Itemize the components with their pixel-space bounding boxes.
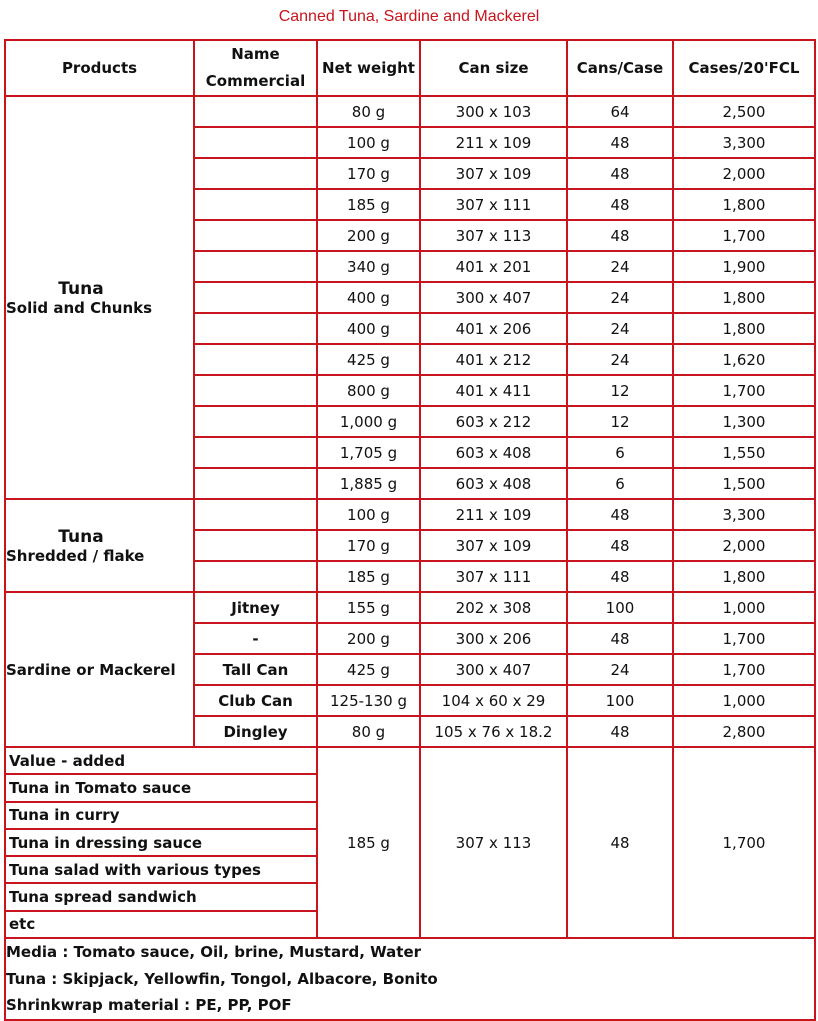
footer-media: Media : Tomato sauce, Oil, brine, Mustard, Water xyxy=(6,943,422,962)
cases-fcl-cell: 1,000 xyxy=(673,592,815,623)
header-name-line1: Name xyxy=(231,45,280,63)
commercial-name-cell: - xyxy=(194,623,317,654)
commercial-name-cell xyxy=(194,437,317,468)
can-size-cell: 202 x 308 xyxy=(420,592,567,623)
cases-fcl-cell: 1,700 xyxy=(673,654,815,685)
net-weight-cell: 185 g xyxy=(317,561,420,592)
net-weight-cell: 425 g xyxy=(317,654,420,685)
net-weight-cell: 800 g xyxy=(317,375,420,406)
group-tuna-solid xyxy=(5,96,194,499)
commercial-name-cell xyxy=(194,189,317,220)
value-added-cases: 1,700 xyxy=(673,747,815,938)
can-size-cell: 307 x 109 xyxy=(420,158,567,189)
value-added-label: Tuna spread sandwich xyxy=(5,883,317,910)
net-weight-cell: 340 g xyxy=(317,251,420,282)
can-size-cell: 300 x 103 xyxy=(420,96,567,127)
group-subtitle: Solid and Chunks xyxy=(6,298,153,317)
can-size-cell: 300 x 206 xyxy=(420,623,567,654)
can-size-cell: 300 x 407 xyxy=(420,282,567,313)
cases-fcl-cell: 1,700 xyxy=(673,623,815,654)
footer-notes xyxy=(5,938,815,1020)
net-weight-cell: 100 g xyxy=(317,499,420,530)
value-added-row xyxy=(5,747,815,774)
commercial-name-cell xyxy=(194,344,317,375)
cans-case-cell: 48 xyxy=(567,220,673,251)
commercial-name-cell xyxy=(194,375,317,406)
value-added-label: Tuna in dressing sauce xyxy=(5,829,317,856)
cases-fcl-cell: 1,800 xyxy=(673,282,815,313)
net-weight-cell: 1,705 g xyxy=(317,437,420,468)
group-sardine: Sardine or Mackerel xyxy=(5,592,194,747)
can-size-cell: 401 x 212 xyxy=(420,344,567,375)
net-weight-cell: 185 g xyxy=(317,189,420,220)
commercial-name-cell: Dingley xyxy=(194,716,317,747)
net-weight-cell: 100 g xyxy=(317,127,420,158)
cans-case-cell: 48 xyxy=(567,530,673,561)
table-row xyxy=(5,499,815,530)
group-tuna-shredded xyxy=(5,499,194,592)
can-size-cell: 307 x 109 xyxy=(420,530,567,561)
can-size-cell: 603 x 408 xyxy=(420,437,567,468)
can-size-cell: 211 x 109 xyxy=(420,127,567,158)
commercial-name-cell xyxy=(194,220,317,251)
table-row xyxy=(5,96,815,127)
group-title: Tuna xyxy=(58,278,104,299)
cans-case-cell: 24 xyxy=(567,282,673,313)
product-table xyxy=(4,39,816,1021)
can-size-cell: 401 x 206 xyxy=(420,313,567,344)
cans-case-cell: 24 xyxy=(567,313,673,344)
can-size-cell: 105 x 76 x 18.2 xyxy=(420,716,567,747)
commercial-name-cell xyxy=(194,406,317,437)
page-title: Canned Tuna, Sardine and Mackerel xyxy=(278,8,540,25)
header-can-size: Can size xyxy=(420,40,567,96)
can-size-cell: 211 x 109 xyxy=(420,499,567,530)
can-size-cell: 300 x 407 xyxy=(420,654,567,685)
value-added-label: Tuna salad with various types xyxy=(5,856,317,883)
cans-case-cell: 48 xyxy=(567,127,673,158)
cases-fcl-cell: 2,800 xyxy=(673,716,815,747)
cans-case-cell: 6 xyxy=(567,468,673,499)
cases-fcl-cell: 2,000 xyxy=(673,158,815,189)
cases-fcl-cell: 1,800 xyxy=(673,561,815,592)
commercial-name-cell xyxy=(194,158,317,189)
commercial-name-cell: Tall Can xyxy=(194,654,317,685)
cases-fcl-cell: 1,550 xyxy=(673,437,815,468)
can-size-cell: 603 x 212 xyxy=(420,406,567,437)
header-row xyxy=(5,40,815,96)
header-cans-case: Cans/Case xyxy=(567,40,673,96)
table-row xyxy=(5,592,815,623)
cases-fcl-cell: 1,800 xyxy=(673,189,815,220)
commercial-name-cell: Jitney xyxy=(194,592,317,623)
can-size-cell: 603 x 408 xyxy=(420,468,567,499)
net-weight-cell: 425 g xyxy=(317,344,420,375)
net-weight-cell: 1,000 g xyxy=(317,406,420,437)
header-name-commercial xyxy=(194,40,317,96)
can-size-cell: 307 x 111 xyxy=(420,561,567,592)
net-weight-cell: 400 g xyxy=(317,282,420,313)
net-weight-cell: 400 g xyxy=(317,313,420,344)
commercial-name-cell xyxy=(194,96,317,127)
cans-case-cell: 6 xyxy=(567,437,673,468)
cases-fcl-cell: 1,700 xyxy=(673,375,815,406)
value-added-cans: 48 xyxy=(567,747,673,938)
commercial-name-cell xyxy=(194,251,317,282)
net-weight-cell: 125-130 g xyxy=(317,685,420,716)
value-added-label: Tuna in curry xyxy=(5,802,317,829)
value-added-label: Tuna in Tomato sauce xyxy=(5,774,317,801)
cases-fcl-cell: 2,500 xyxy=(673,96,815,127)
cans-case-cell: 64 xyxy=(567,96,673,127)
cans-case-cell: 100 xyxy=(567,685,673,716)
net-weight-cell: 170 g xyxy=(317,158,420,189)
net-weight-cell: 200 g xyxy=(317,623,420,654)
cases-fcl-cell: 1,000 xyxy=(673,685,815,716)
cases-fcl-cell: 1,800 xyxy=(673,313,815,344)
can-size-cell: 307 x 111 xyxy=(420,189,567,220)
commercial-name-cell xyxy=(194,127,317,158)
value-added-weight: 185 g xyxy=(317,747,420,938)
cases-fcl-cell: 2,000 xyxy=(673,530,815,561)
net-weight-cell: 170 g xyxy=(317,530,420,561)
cans-case-cell: 48 xyxy=(567,499,673,530)
commercial-name-cell xyxy=(194,313,317,344)
can-size-cell: 401 x 411 xyxy=(420,375,567,406)
cans-case-cell: 24 xyxy=(567,344,673,375)
commercial-name-cell xyxy=(194,530,317,561)
cans-case-cell: 12 xyxy=(567,406,673,437)
value-added-label: etc xyxy=(5,911,317,938)
net-weight-cell: 200 g xyxy=(317,220,420,251)
cases-fcl-cell: 1,900 xyxy=(673,251,815,282)
cans-case-cell: 48 xyxy=(567,561,673,592)
net-weight-cell: 155 g xyxy=(317,592,420,623)
cans-case-cell: 48 xyxy=(567,716,673,747)
cans-case-cell: 100 xyxy=(567,592,673,623)
net-weight-cell: 1,885 g xyxy=(317,468,420,499)
commercial-name-cell xyxy=(194,282,317,313)
value-added-size: 307 x 113 xyxy=(420,747,567,938)
cans-case-cell: 12 xyxy=(567,375,673,406)
cans-case-cell: 48 xyxy=(567,158,673,189)
header-name-line2: Commercial xyxy=(205,72,306,90)
cases-fcl-cell: 1,700 xyxy=(673,220,815,251)
net-weight-cell: 80 g xyxy=(317,716,420,747)
cases-fcl-cell: 1,300 xyxy=(673,406,815,437)
footer-tuna: Tuna : Skipjack, Yellowfin, Tongol, Albacore, Bonito xyxy=(6,969,438,988)
can-size-cell: 104 x 60 x 29 xyxy=(420,685,567,716)
group-title: Tuna xyxy=(58,526,104,547)
can-size-cell: 307 x 113 xyxy=(420,220,567,251)
cases-fcl-cell: 3,300 xyxy=(673,499,815,530)
cans-case-cell: 48 xyxy=(567,623,673,654)
header-cases-fcl: Cases/20'FCL xyxy=(673,40,815,96)
can-size-cell: 401 x 201 xyxy=(420,251,567,282)
header-products: Products xyxy=(5,40,194,96)
commercial-name-cell xyxy=(194,468,317,499)
header-net-weight: Net weight xyxy=(317,40,420,96)
value-added-label: Value - added xyxy=(5,747,317,774)
commercial-name-cell xyxy=(194,499,317,530)
cans-case-cell: 24 xyxy=(567,654,673,685)
cans-case-cell: 24 xyxy=(567,251,673,282)
group-subtitle: Shredded / flake xyxy=(6,546,145,565)
footer-row xyxy=(5,938,815,1020)
commercial-name-cell: Club Can xyxy=(194,685,317,716)
net-weight-cell: 80 g xyxy=(317,96,420,127)
cans-case-cell: 48 xyxy=(567,189,673,220)
cases-fcl-cell: 1,620 xyxy=(673,344,815,375)
cases-fcl-cell: 1,500 xyxy=(673,468,815,499)
cases-fcl-cell: 3,300 xyxy=(673,127,815,158)
footer-shrink: Shrinkwrap material : PE, PP, POF xyxy=(6,996,292,1015)
commercial-name-cell xyxy=(194,561,317,592)
